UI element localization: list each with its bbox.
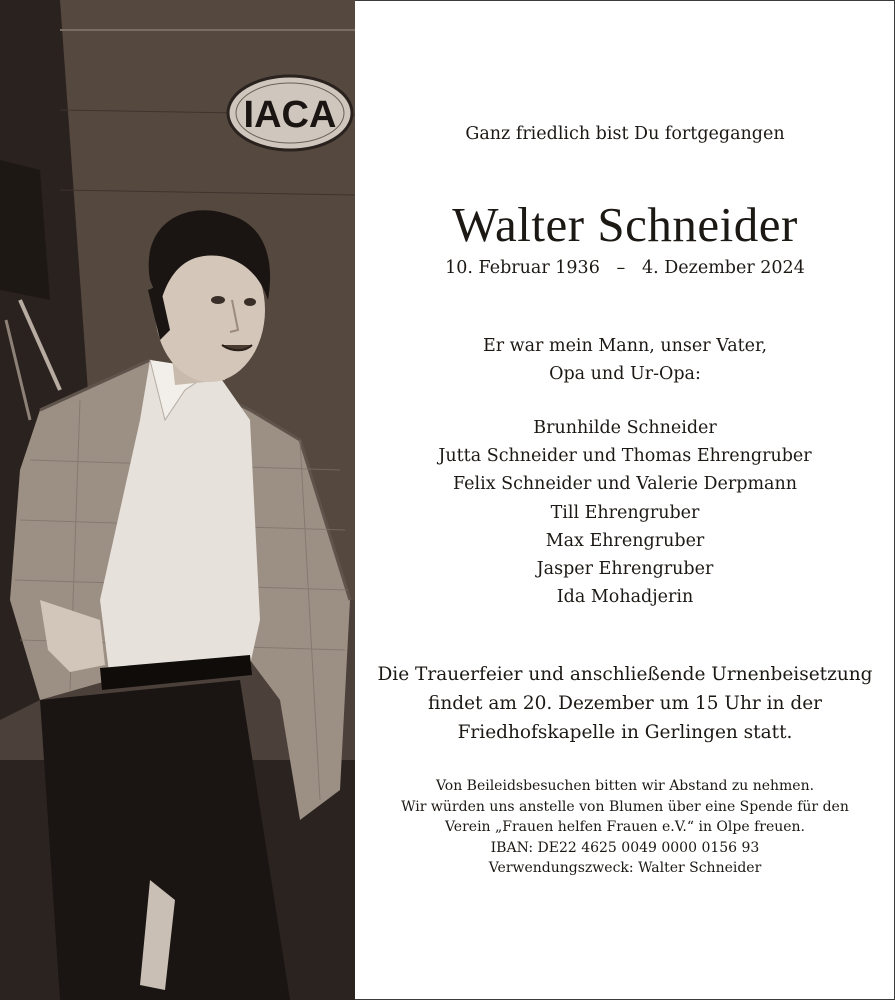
mourners-list bbox=[355, 414, 895, 611]
life-dates bbox=[355, 258, 895, 278]
mourner-name: Jutta Schneider und Thomas Ehrengruber bbox=[438, 446, 812, 467]
mourner-name: Jasper Ehrengruber bbox=[536, 559, 714, 580]
service-line: findet am 20. Dezember um 15 Uhr in der bbox=[428, 693, 822, 714]
relation-text bbox=[355, 332, 895, 388]
date-separator: – bbox=[616, 258, 626, 278]
mourner-name: Ida Mohadjerin bbox=[556, 587, 694, 608]
service-line: Friedhofskapelle in Gerlingen statt. bbox=[457, 722, 793, 743]
iban-line: IBAN: DE22 4625 0049 0000 0156 93 bbox=[490, 839, 760, 856]
svg-text:IACA: IACA bbox=[243, 94, 337, 136]
iaca-logo bbox=[228, 76, 352, 150]
reference-line: Verwendungszweck: Walter Schneider bbox=[488, 860, 762, 876]
birth-date: 10. Februar 1936 bbox=[445, 258, 600, 278]
note-line: Wir würden uns anstelle von Blumen über eine Spende für den bbox=[401, 798, 849, 815]
motto: Ganz friedlich bist Du fortgegangen bbox=[465, 124, 785, 144]
note-line: Verein „Frauen helfen Frauen e.V.“ in Olpe freuen. bbox=[444, 819, 806, 835]
mourner-name: Felix Schneider und Valerie Derpmann bbox=[452, 474, 798, 495]
relation-line: Er war mein Mann, unser Vater, bbox=[482, 336, 768, 356]
donation-notes bbox=[355, 776, 895, 879]
mourner-name: Max Ehrengruber bbox=[545, 530, 705, 551]
deceased-name: Walter Schneider bbox=[452, 197, 798, 252]
death-date: 4. Dezember 2024 bbox=[641, 258, 805, 278]
notice-text bbox=[355, 0, 895, 1000]
relation-line: Opa und Ur-Opa: bbox=[549, 364, 701, 384]
funeral-service-info bbox=[355, 660, 895, 747]
service-line: Die Trauerfeier und anschließende Urnenbeisetzung bbox=[377, 664, 873, 685]
mourner-name: Till Ehrengruber bbox=[550, 502, 700, 523]
note-line: Von Beileidsbesuchen bitten wir Abstand zu nehmen. bbox=[435, 778, 815, 794]
mourner-name: Brunhilde Schneider bbox=[533, 418, 717, 438]
portrait-photo bbox=[0, 0, 355, 1000]
